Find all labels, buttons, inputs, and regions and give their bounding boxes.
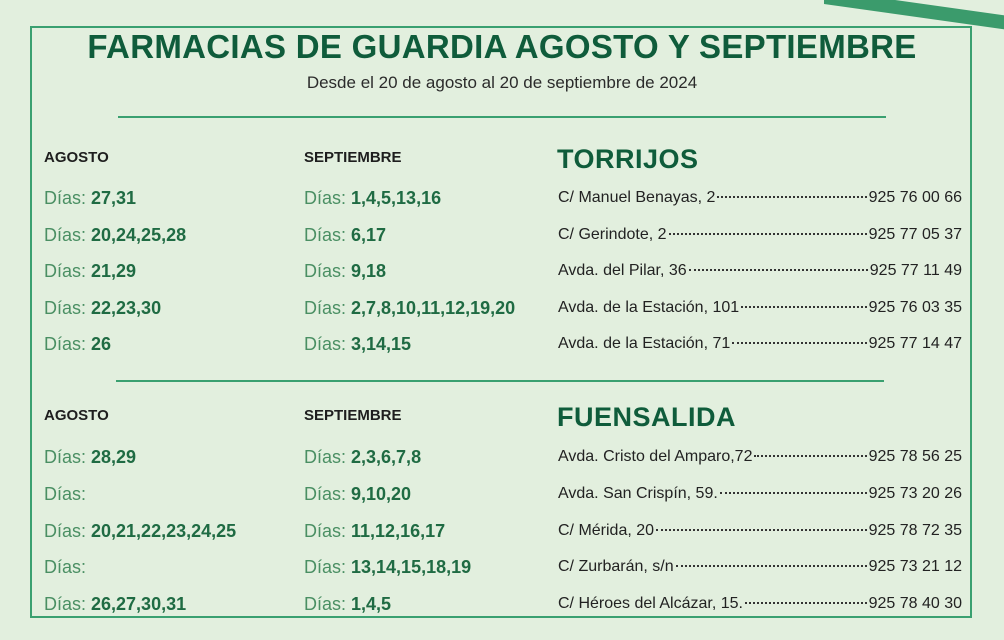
pharmacy-phone: 925 76 00 66 [868, 189, 962, 206]
pharmacy-row [558, 555, 962, 579]
page-title: FARMACIAS DE GUARDIA AGOSTO Y SEPTIEMBRE [87, 28, 917, 65]
dot-leader [669, 233, 867, 235]
town-name: TORRIJOS [557, 144, 699, 174]
pharmacy-row [558, 223, 962, 247]
days-label: Días: [44, 447, 87, 467]
days-label: Días: [304, 188, 347, 208]
days-value: 1,4,5,13,16 [351, 188, 442, 208]
pharmacy-phone: 925 73 20 26 [868, 485, 962, 502]
pharmacy-row [558, 332, 962, 356]
days-value: 1,4,5 [351, 594, 392, 614]
days-label: Días: [304, 594, 347, 614]
days-label: Días: [44, 261, 87, 281]
pharmacy-row [558, 186, 962, 210]
duty-days-septiembre [304, 222, 386, 248]
pharmacy-phone: 925 78 56 25 [868, 448, 962, 465]
days-value: 28,29 [91, 447, 137, 467]
duty-days-septiembre [304, 554, 471, 580]
days-label: Días: [44, 298, 87, 318]
pharmacy-row [558, 259, 962, 283]
dot-leader [754, 455, 866, 457]
pharmacy-row [558, 592, 962, 616]
days-value: 9,10,20 [351, 484, 412, 504]
days-value: 2,7,8,10,11,12,19,20 [351, 298, 516, 318]
duty-days-septiembre [304, 258, 386, 284]
pharmacy-address: Avda. de la Estación, 71 [558, 335, 731, 352]
pharmacy-address: Avda. Cristo del Amparo,72 [558, 448, 753, 465]
days-label: Días: [44, 557, 87, 577]
pharmacy-address: Avda. del Pilar, 36 [558, 262, 687, 279]
col-header-septiembre: SEPTIEMBRE [304, 407, 402, 424]
duty-days-agosto [44, 331, 111, 357]
col-header-agosto: AGOSTO [44, 407, 109, 424]
days-label: Días: [44, 334, 87, 354]
days-label: Días: [304, 261, 347, 281]
dot-leader [656, 529, 867, 531]
days-label: Días: [304, 521, 347, 541]
pharmacy-phone: 925 77 05 37 [868, 226, 962, 243]
col-header-agosto: AGOSTO [44, 149, 109, 166]
pharmacy-phone: 925 76 03 35 [868, 299, 962, 316]
days-value: 26 [91, 334, 112, 354]
page-subtitle: Desde el 20 de agosto al 20 de septiembre de 2024 [306, 73, 698, 92]
days-label: Días: [44, 594, 87, 614]
days-value: 20,24,25,28 [91, 225, 187, 245]
pharmacy-address: C/ Manuel Benayas, 2 [558, 189, 716, 206]
duty-days-agosto [44, 591, 186, 617]
days-value: 9,18 [351, 261, 387, 281]
duty-days-septiembre [304, 591, 391, 617]
pharmacy-row [558, 482, 962, 506]
pharmacy-phone: 925 78 72 35 [868, 522, 962, 539]
pharmacy-phone: 925 77 11 49 [869, 262, 962, 279]
pharmacy-address: Avda. San Crispín, 59. [558, 485, 718, 502]
duty-days-septiembre [304, 331, 411, 357]
duty-days-agosto [44, 295, 161, 321]
pharmacy-phone: 925 78 40 30 [868, 595, 962, 612]
days-label: Días: [304, 225, 347, 245]
dot-leader [720, 492, 867, 494]
duty-days-septiembre [304, 444, 421, 470]
col-header-septiembre: SEPTIEMBRE [304, 149, 402, 166]
days-label: Días: [44, 484, 87, 504]
dot-leader [732, 342, 866, 344]
pharmacy-row [558, 296, 962, 320]
days-label: Días: [304, 557, 347, 577]
days-label: Días: [304, 447, 347, 467]
duty-days-agosto [44, 481, 91, 507]
days-value: 6,17 [351, 225, 387, 245]
pharmacy-address: C/ Héroes del Alcázar, 15. [558, 595, 743, 612]
days-value: 13,14,15,18,19 [351, 557, 472, 577]
pharmacy-address: C/ Gerindote, 2 [558, 226, 667, 243]
duty-days-septiembre [304, 295, 515, 321]
days-value: 3,14,15 [351, 334, 412, 354]
pharmacy-address: C/ Mérida, 20 [558, 522, 655, 539]
days-value: 27,31 [91, 188, 137, 208]
days-label: Días: [304, 298, 347, 318]
divider-top [118, 116, 886, 118]
dot-leader [741, 306, 866, 308]
duty-days-agosto [44, 444, 136, 470]
dot-leader [676, 565, 867, 567]
days-label: Días: [304, 334, 347, 354]
days-value: 22,23,30 [91, 298, 162, 318]
duty-days-agosto [44, 554, 91, 580]
duty-days-agosto [44, 518, 236, 544]
days-label: Días: [44, 521, 87, 541]
dot-leader [745, 602, 867, 604]
days-label: Días: [44, 225, 87, 245]
days-value: 2,3,6,7,8 [351, 447, 422, 467]
duty-days-septiembre [304, 481, 411, 507]
duty-days-agosto [44, 185, 136, 211]
pharmacy-phone: 925 73 21 12 [868, 558, 962, 575]
pharmacy-address: Avda. de la Estación, 101 [558, 299, 740, 316]
divider-middle [116, 380, 884, 382]
pharmacy-phone: 925 77 14 47 [868, 335, 962, 352]
days-value: 20,21,22,23,24,25 [91, 521, 237, 541]
pharmacy-row [558, 445, 962, 469]
days-label: Días: [44, 188, 87, 208]
days-label: Días: [304, 484, 347, 504]
days-value: 26,27,30,31 [91, 594, 187, 614]
duty-days-agosto [44, 222, 186, 248]
pharmacy-row [558, 519, 962, 543]
days-value: 11,12,16,17 [351, 521, 446, 541]
duty-days-agosto [44, 258, 136, 284]
dot-leader [717, 196, 866, 198]
days-value: 21,29 [91, 261, 137, 281]
town-name: FUENSALIDA [557, 402, 736, 432]
pharmacy-address: C/ Zurbarán, s/n [558, 558, 674, 575]
duty-days-septiembre [304, 518, 445, 544]
duty-days-septiembre [304, 185, 441, 211]
dot-leader [689, 269, 868, 271]
